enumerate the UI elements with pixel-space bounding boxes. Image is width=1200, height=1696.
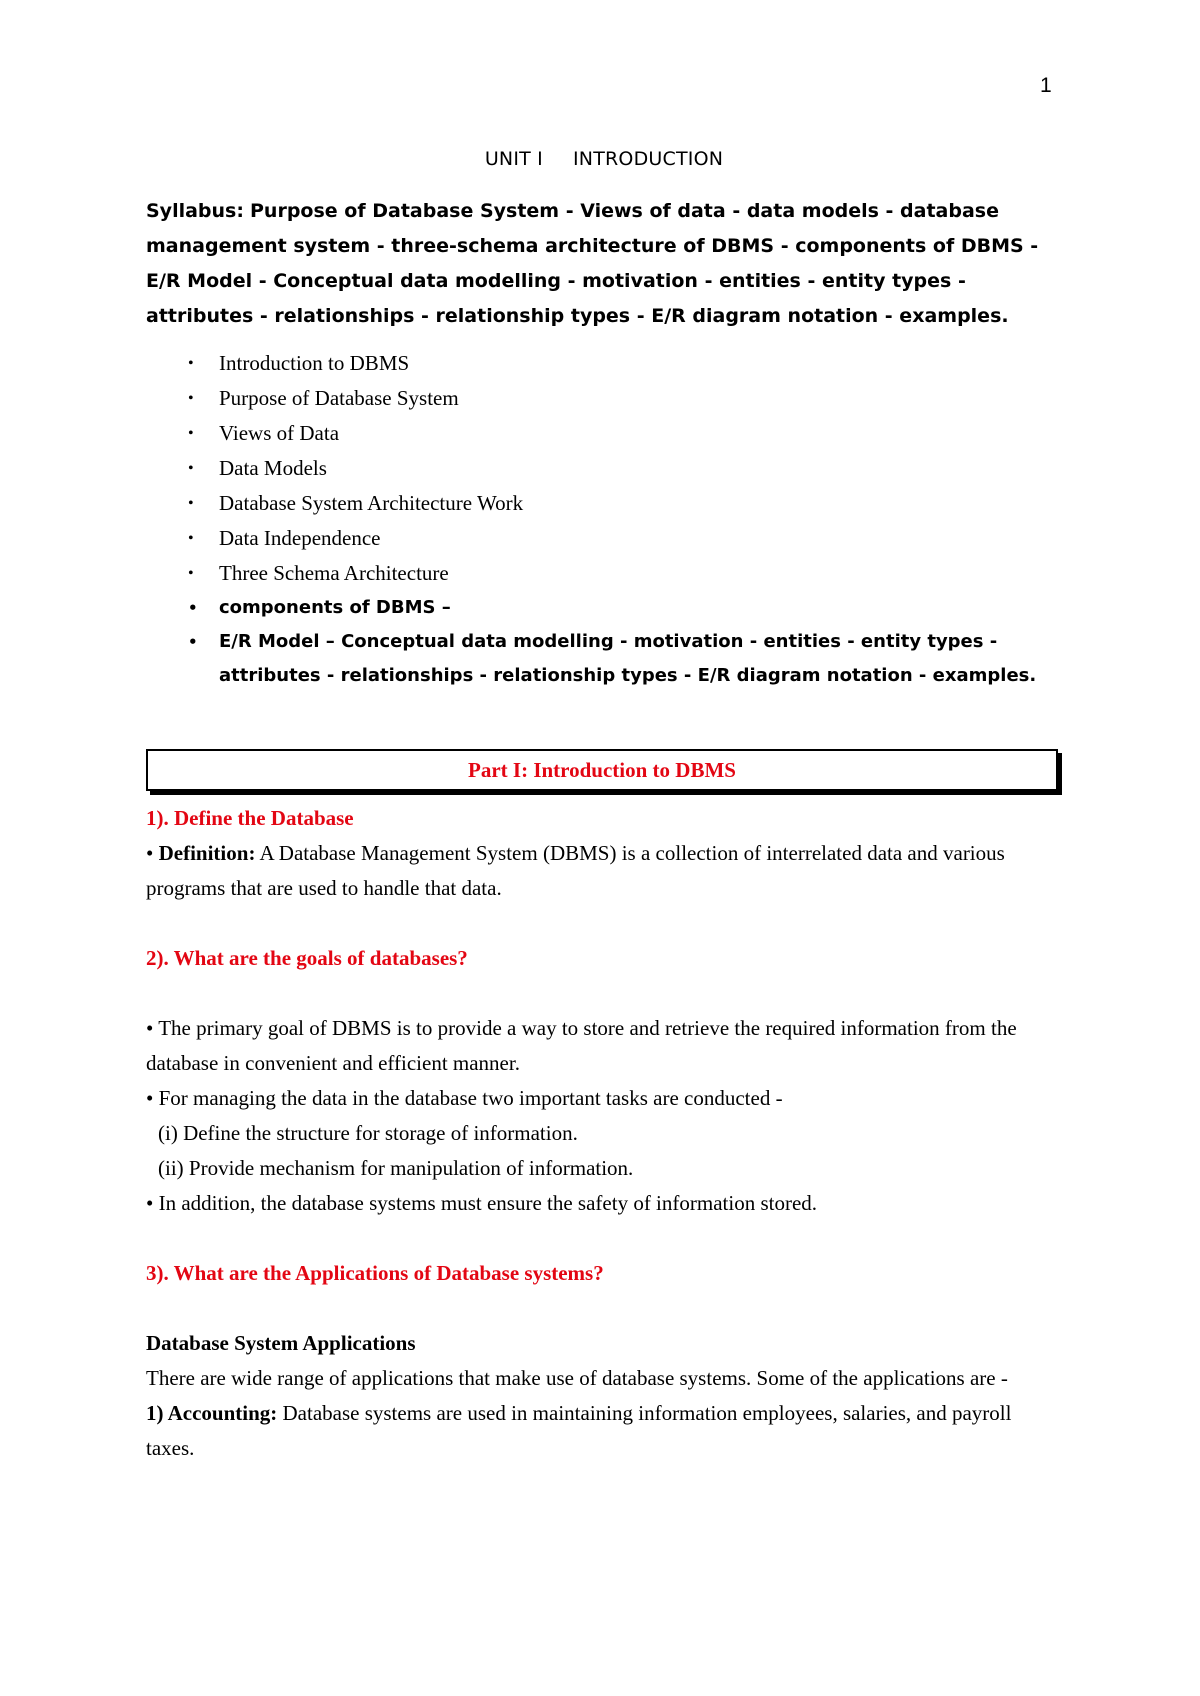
definition-label: Definition: [158, 841, 256, 865]
bullet-icon: • [188, 565, 194, 582]
bullet-icon: • [188, 530, 194, 547]
unit-label: UNIT I [484, 148, 543, 170]
list-item [146, 556, 1062, 591]
bullet-icon: • [146, 841, 154, 865]
topic-text: Data Models [219, 456, 327, 480]
unit-name: INTRODUCTION [573, 148, 724, 170]
goal-line: (i) Define the structure for storage of information. [158, 1121, 578, 1145]
topic-text: Database System Architecture Work [219, 491, 524, 515]
syllabus-text: Purpose of Database System - Views of data - data models - database management system - three-schema architecture of DBMS - components of DBMS - E/R Model - Conceptual data modelling - motivation - entities - entity types - attributes - relationships - relationship types - E/R diagram notation - examples. [146, 200, 1039, 327]
bullet-icon: • [188, 355, 194, 372]
bullet-icon: • [188, 460, 194, 477]
intro-paragraph: There are wide range of applications that make use of database systems. Some of the applications are - [146, 1366, 1008, 1390]
application-item [146, 1396, 1062, 1466]
topic-text: Three Schema Architecture [219, 561, 449, 585]
definition-text: A Database Management System (DBMS) is a collection of interrelated data and various programs that are used to handle that data. [146, 841, 1005, 900]
part-title-box [146, 749, 1058, 791]
list-item [146, 591, 1062, 625]
goal-line: • In addition, the database systems must ensure the safety of information stored. [146, 1191, 818, 1215]
section-subheading: Database System Applications [146, 1331, 416, 1355]
topic-text: Purpose of Database System [219, 386, 459, 410]
definition-paragraph [146, 836, 1062, 906]
page-number: 1 [1040, 74, 1052, 97]
topic-text: Introduction to DBMS [219, 351, 410, 375]
goal-line: (ii) Provide mechanism for manipulation of information. [158, 1156, 634, 1180]
list-item [146, 625, 1062, 693]
list-item [146, 346, 1062, 381]
application-label: 1) Accounting: [146, 1401, 278, 1425]
application-text: Database systems are used in maintaining information employees, salaries, and payroll taxes. [146, 1401, 1012, 1460]
syllabus-paragraph [146, 194, 1062, 334]
bullet-icon: • [188, 495, 194, 512]
list-item [146, 451, 1062, 486]
part-title: Part I: Introduction to DBMS [468, 757, 736, 782]
list-item [146, 486, 1062, 521]
bullet-icon: • [188, 390, 194, 407]
unit-title [146, 148, 1062, 178]
goal-line: • For managing the data in the database two important tasks are conducted - [146, 1086, 783, 1110]
topic-text: E/R Model – Conceptual data modelling - motivation - entities - entity types - attributes - relationships - relationship types - E/R diagram notation - examples. [219, 631, 1037, 686]
topic-text: Views of Data [219, 421, 340, 445]
question-heading: 3). What are the Applications of Database systems? [146, 1261, 604, 1285]
bullet-icon: • [188, 633, 198, 651]
goal-line: • The primary goal of DBMS is to provide a way to store and retrieve the required information from the database in convenient and efficient manner. [146, 1016, 1017, 1075]
page-content [146, 148, 1062, 1466]
question-heading: 2). What are the goals of databases? [146, 946, 468, 970]
bullet-icon: • [188, 599, 198, 617]
list-item [146, 521, 1062, 556]
question-heading: 1). Define the Database [146, 806, 354, 830]
list-item [146, 416, 1062, 451]
topic-text: Data Independence [219, 526, 381, 550]
syllabus-label: Syllabus: [146, 200, 244, 222]
topic-list [146, 346, 1062, 693]
bullet-icon: • [188, 425, 194, 442]
topic-text: components of DBMS – [219, 597, 451, 618]
list-item [146, 381, 1062, 416]
